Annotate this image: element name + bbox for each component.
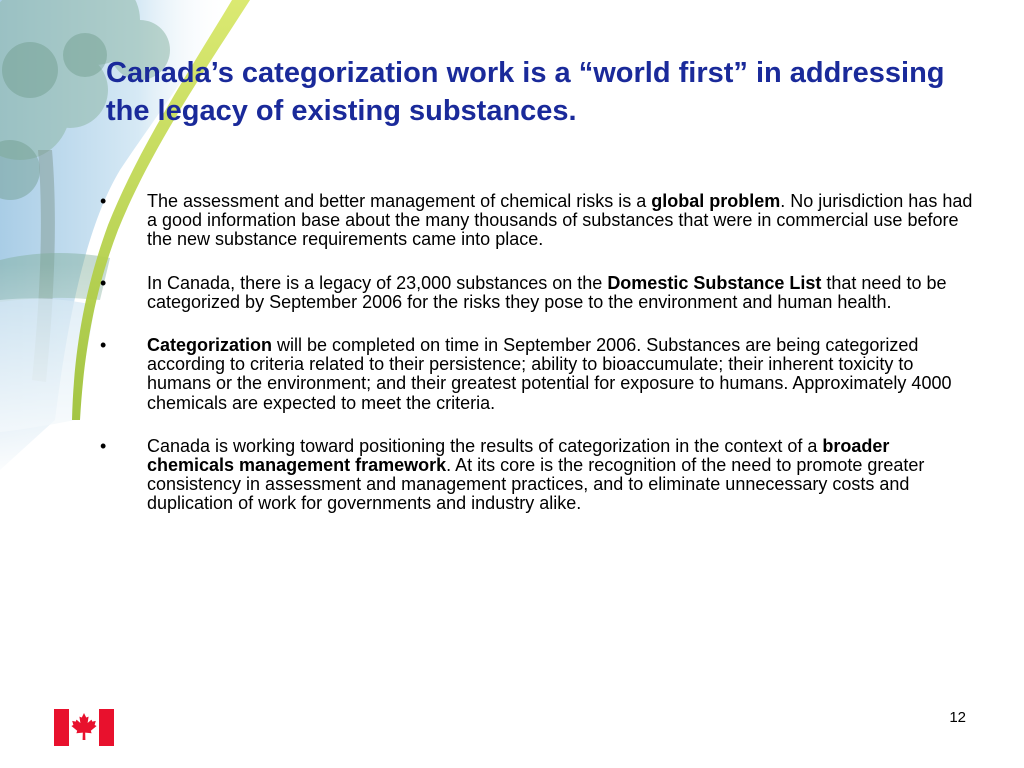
slide-title: Canada’s categorization work is a “world first” in addressing the legacy of existing substances. <box>106 57 945 127</box>
bullet-emphasis: Categorization <box>147 335 273 356</box>
bullet-emphasis: broader chemicals management framework <box>147 435 890 476</box>
bullet-item <box>100 192 980 250</box>
page-number: 12 <box>949 709 966 726</box>
bullet-item <box>100 274 980 312</box>
bullet-text: that need to be categorized by September 2006 for the risks they pose to the environment and human health. <box>147 272 947 312</box>
bullet-marker: • <box>100 191 107 211</box>
bullet-marker: • <box>100 335 107 356</box>
bullet-item <box>100 437 980 514</box>
bullet-text: will be completed on time in September 2006. Substances are being categorized according to criteria related to their persistence; ability to bioaccumulate; their inherent toxicity to humans or the environment; and their greatest potential for exposure to humans. Approximately 4000 chemicals are expected to meet the criteria. <box>147 335 952 413</box>
bullet-text: Canada is working toward positioning the results of categorization in the context of a <box>147 435 823 456</box>
bullet-item <box>100 336 980 413</box>
bullet-emphasis: Domestic Substance List <box>607 272 822 293</box>
canada-flag-icon <box>54 709 114 746</box>
bullet-text: . No jurisdiction has had a good information base about the many thousands of substances that were in commercial use before the new substance requirements came into place. <box>147 191 973 250</box>
bullet-text: In Canada, there is a legacy of 23,000 substances on the <box>147 272 608 293</box>
bullet-marker: • <box>100 272 107 293</box>
bullet-list <box>100 192 980 538</box>
bullet-marker: • <box>100 435 107 456</box>
bullet-text: The assessment and better management of chemical risks is a <box>147 191 652 211</box>
bullet-text: . At its core is the recognition of the need to promote greater consistency in assessment and management practices, and to eliminate unnecessary costs and duplication of work for governments and industry alike. <box>147 455 925 514</box>
bullet-emphasis: global problem <box>651 191 781 211</box>
